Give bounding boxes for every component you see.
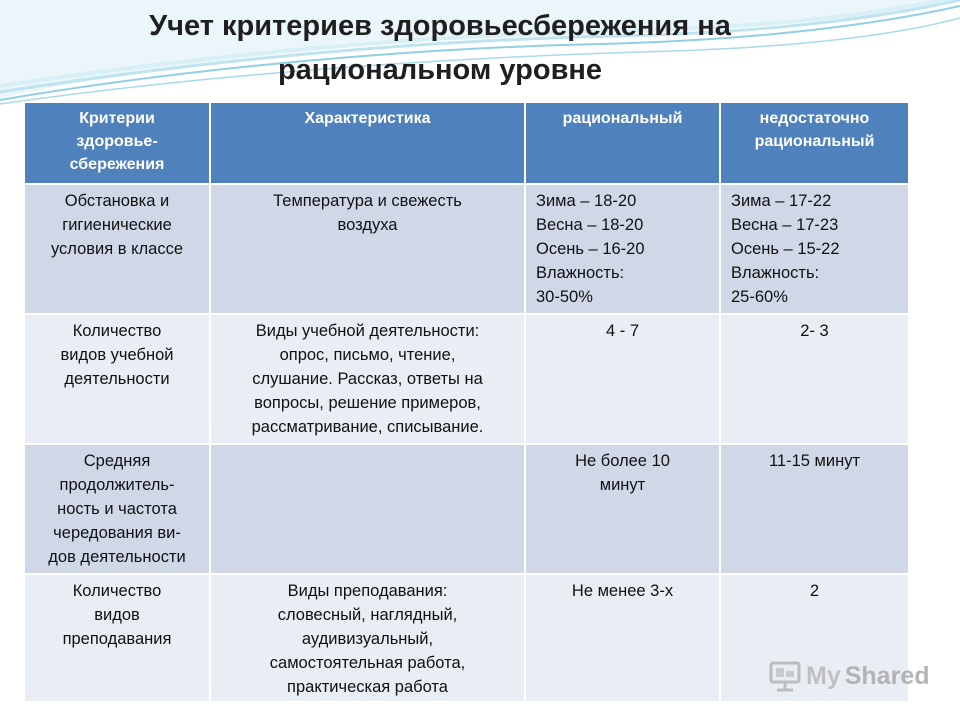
cell-text-line: самостоятельная работа, [269, 654, 466, 672]
cell-text-line: Весна – 18-20 [536, 216, 644, 234]
watermark-my: My [806, 661, 841, 690]
table-row [24, 314, 909, 444]
title-line-1: Учет критериев здоровьесбережения на [149, 10, 731, 42]
cell-text-line: Не менее 3-х [571, 582, 674, 600]
cell-text-line: Количество [72, 322, 162, 340]
cell-text-line: 11-15 минут [768, 452, 861, 470]
cell-text-line: Зима – 18-20 [536, 192, 637, 210]
cell-text-line: Виды учебной деятельности: [255, 322, 480, 340]
header-criteria [24, 102, 210, 184]
cell-text-line: Количество [72, 582, 162, 600]
cell-text-line: Зима – 17-22 [731, 192, 832, 210]
cell-criterion [24, 314, 210, 444]
cell-text-line: преподавания [62, 630, 172, 648]
cell-text-line: деятельности [64, 370, 170, 388]
cell-text-line: воздуха [337, 216, 398, 234]
cell-text-line: Влажность: [731, 264, 820, 282]
cell-text-line: Температура и свежесть [273, 192, 462, 210]
cell-text-line: условия в классе [50, 240, 184, 258]
table-header-row [24, 102, 909, 184]
cell-text-line: дов деятельности [48, 548, 186, 566]
cell-text-line: Обстановка и [64, 192, 170, 210]
cell-insufficient [720, 314, 909, 444]
myshared-watermark [768, 656, 930, 696]
cell-rational [525, 314, 720, 444]
cell-characteristic [210, 184, 525, 314]
cell-text-line: 2 [809, 582, 820, 600]
cell-text-line: Виды преподавания: [287, 582, 448, 600]
header-characteristic [210, 102, 525, 184]
cell-text-line: практическая работа [287, 678, 448, 696]
cell-text-line: чередования ви- [53, 524, 181, 542]
cell-insufficient [720, 184, 909, 314]
cell-text-line: Не более 10 [575, 452, 670, 470]
criteria-table [23, 101, 910, 703]
cell-text-line: здоровье- [76, 133, 158, 150]
cell-text-line: Влажность: [536, 264, 625, 282]
cell-text-line: аудивизуальный, [301, 630, 434, 648]
cell-text-line: Осень – 16-20 [536, 240, 645, 258]
cell-rational [525, 574, 720, 702]
cell-characteristic [210, 444, 525, 574]
cell-text-line: 2- 3 [800, 322, 829, 340]
cell-characteristic [210, 314, 525, 444]
cell-text-line: рассматривание, списывание. [251, 418, 484, 436]
cell-text-line: Осень – 15-22 [731, 240, 840, 258]
cell-text-line: словесный, наглядный, [277, 606, 458, 624]
cell-text-line: 30-50% [536, 288, 593, 306]
presentation-board-icon [768, 659, 802, 693]
watermark-shared: Shared [844, 661, 930, 690]
cell-text-line: видов учебной [60, 346, 174, 364]
cell-criterion [24, 574, 210, 702]
page-title [0, 4, 880, 92]
header-rational [525, 102, 720, 184]
cell-text-line: вопросы, решение примеров, [254, 394, 481, 412]
cell-text-line: 25-60% [731, 288, 788, 306]
cell-text-line: рациональный [754, 133, 875, 150]
cell-rational [525, 444, 720, 574]
cell-text-line: недостаточно [759, 110, 870, 127]
cell-text-line: опрос, письмо, чтение, [279, 346, 456, 364]
cell-insufficient [720, 444, 909, 574]
cell-characteristic [210, 574, 525, 702]
cell-text-line: видов [94, 606, 140, 624]
cell-text-line: Критерии [79, 110, 155, 127]
cell-text-line: сбережения [69, 156, 165, 173]
cell-text-line: Характеристика [304, 110, 431, 127]
table-row [24, 444, 909, 574]
cell-text-line: ность и частота [57, 500, 177, 518]
cell-rational [525, 184, 720, 314]
cell-text-line: Весна – 17-23 [731, 216, 839, 234]
table-row [24, 184, 909, 314]
cell-text-line: 4 - 7 [605, 322, 640, 340]
cell-text-line: Средняя [83, 452, 151, 470]
cell-text-line: минут [599, 476, 646, 494]
cell-text-line: гигиенические [62, 216, 172, 234]
cell-criterion [24, 444, 210, 574]
cell-criterion [24, 184, 210, 314]
cell-text-line: слушание. Рассказ, ответы на [252, 370, 483, 388]
header-insufficient [720, 102, 909, 184]
title-line-2: рациональном уровне [277, 54, 603, 86]
cell-text-line: рациональный [562, 110, 683, 127]
cell-text-line: продолжитель- [59, 476, 175, 494]
